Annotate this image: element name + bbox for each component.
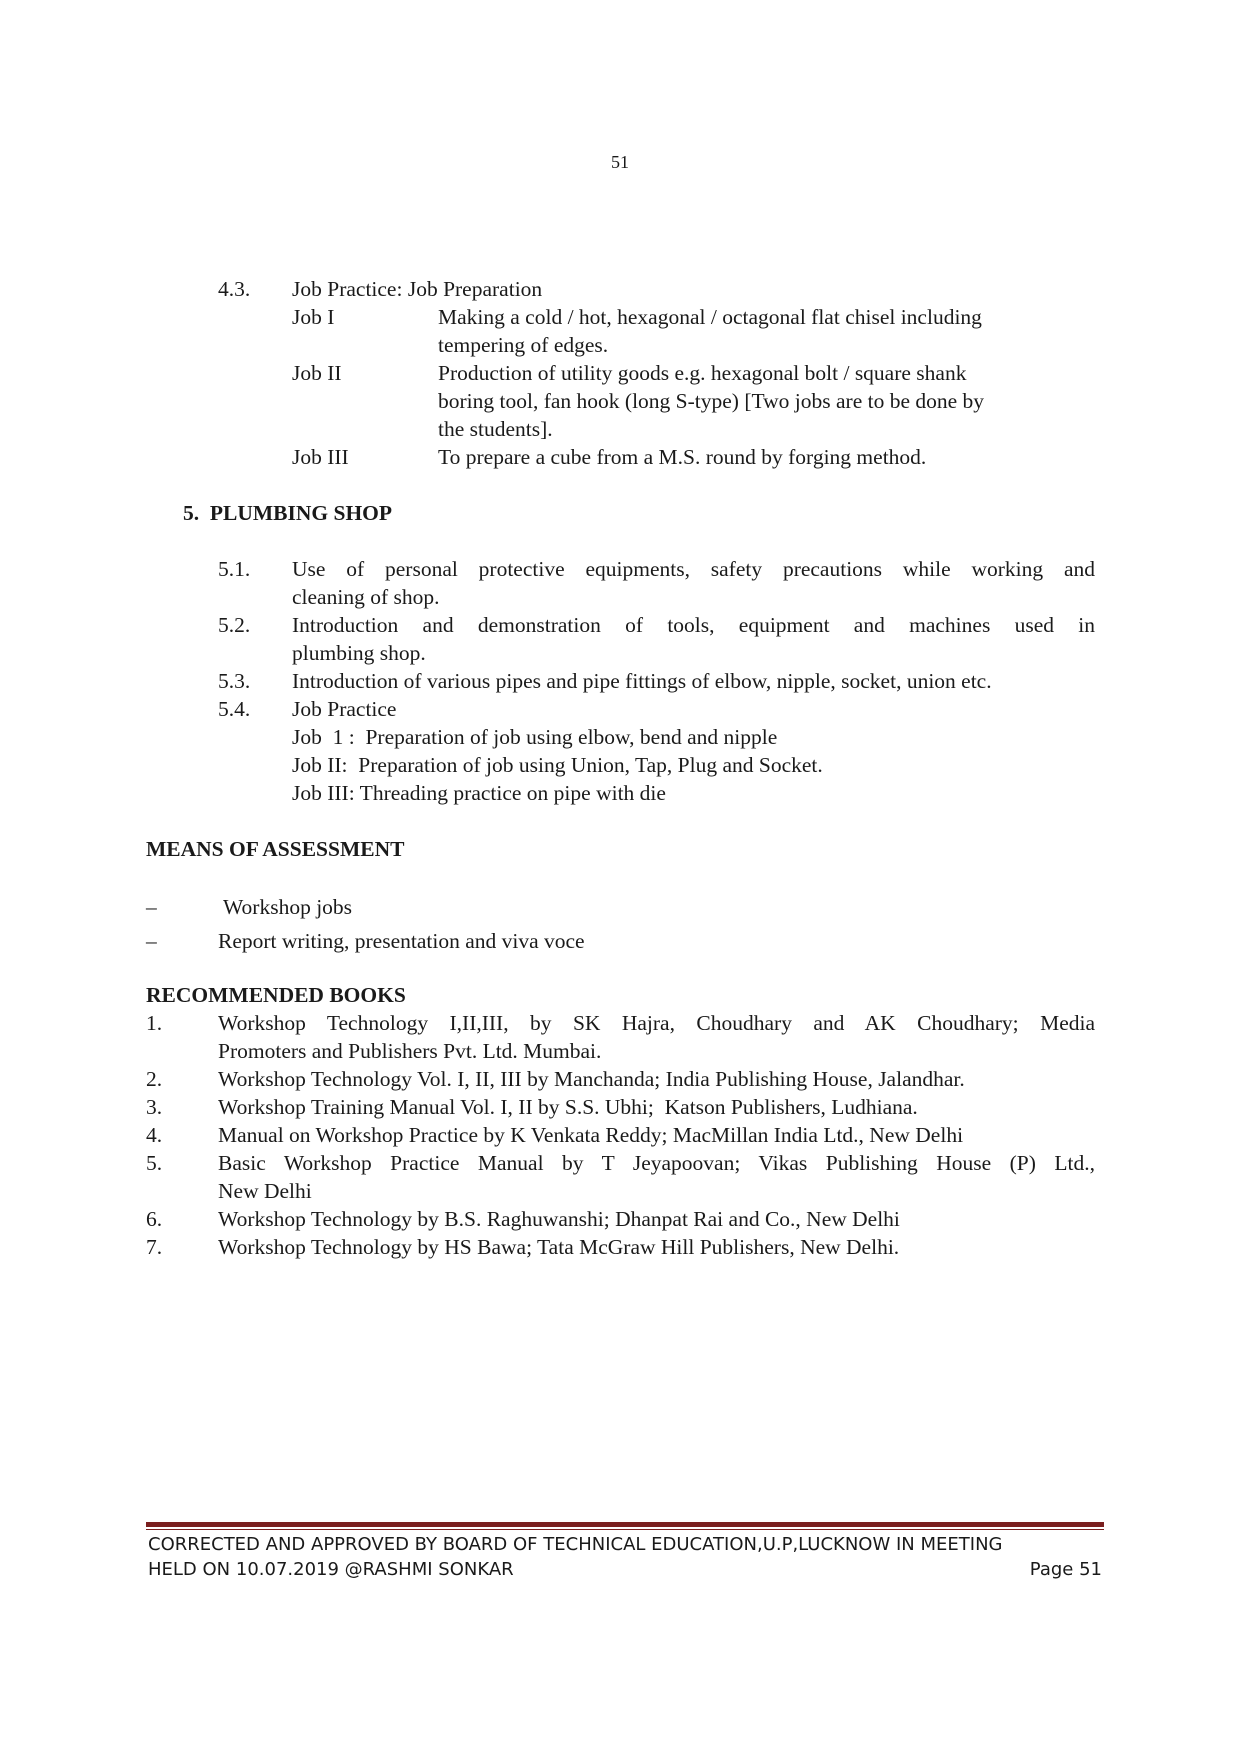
plumbing-item-number: 5.2. [218, 613, 251, 637]
job-practice-number: 4.3. [218, 277, 251, 301]
assessment-item: Report writing, presentation and viva voce [218, 929, 585, 953]
job-description-line: Production of utility goods e.g. hexagonal bolt / square shank [438, 361, 967, 385]
book-line: Workshop Technology Vol. I, II, III by Manchanda; India Publishing House, Jalandhar. [218, 1067, 965, 1091]
book-line: Workshop Technology by B.S. Raghuwanshi; Dhanpat Rai and Co., New Delhi [218, 1207, 900, 1231]
book-line: Workshop Training Manual Vol. I, II by S.S. Ubhi; Katson Publishers, Ludhiana. [218, 1095, 918, 1119]
footer-line: HELD ON 10.07.2019 @RASHMI SONKAR [148, 1559, 514, 1580]
job-label: Job II [292, 361, 342, 385]
page-number-top: 51 [611, 152, 629, 172]
book-number: 2. [146, 1067, 163, 1091]
book-number: 4. [146, 1123, 163, 1147]
book-number: 1. [146, 1011, 163, 1035]
plumbing-job: Job III: Threading practice on pipe with die [292, 781, 666, 805]
footer-divider-thin [146, 1529, 1104, 1530]
book-line: New Delhi [218, 1179, 312, 1203]
job-description-line: Making a cold / hot, hexagonal / octagonal flat chisel including [438, 305, 982, 329]
plumbing-heading: 5. PLUMBING SHOP [183, 501, 393, 525]
plumbing-item-number: 5.3. [218, 669, 251, 693]
footer-page-label: Page 51 [1029, 1559, 1102, 1580]
plumbing-job: Job 1 : Preparation of job using elbow, bend and nipple [292, 725, 778, 749]
plumbing-job: Job II: Preparation of job using Union, Tap, Plug and Socket. [292, 753, 823, 777]
book-line: Basic Workshop Practice Manual by T Jeyapoovan; Vikas Publishing House (P) Ltd., [218, 1151, 1095, 1175]
assessment-dash: – [146, 929, 157, 953]
book-number: 3. [146, 1095, 163, 1119]
plumbing-item-line: Use of personal protective equipments, safety precautions while working and [292, 557, 1095, 581]
assessment-item: Workshop jobs [218, 895, 353, 919]
footer-divider [146, 1522, 1104, 1527]
plumbing-item-line: plumbing shop. [292, 641, 426, 665]
plumbing-item-number: 5.4. [218, 697, 251, 721]
job-practice-title: Job Practice: Job Preparation [292, 277, 543, 301]
job-description-line: the students]. [438, 417, 553, 441]
job-label: Job III [292, 445, 349, 469]
books-heading: RECOMMENDED BOOKS [146, 983, 406, 1007]
book-line: Promoters and Publishers Pvt. Ltd. Mumbai. [218, 1039, 602, 1063]
book-line: Workshop Technology I,II,III, by SK Hajra, Choudhary and AK Choudhary; Media [218, 1011, 1095, 1035]
plumbing-item-number: 5.1. [218, 557, 251, 581]
job-description-line: To prepare a cube from a M.S. round by forging method. [438, 445, 927, 469]
job-description-line: boring tool, fan hook (long S-type) [Two jobs are to be done by [438, 389, 985, 413]
assessment-heading: MEANS OF ASSESSMENT [146, 837, 405, 861]
plumbing-item-line: Introduction and demonstration of tools, equipment and machines used in [292, 613, 1095, 637]
book-number: 7. [146, 1235, 163, 1259]
plumbing-item-line: Introduction of various pipes and pipe fittings of elbow, nipple, socket, union etc. [292, 669, 992, 693]
footer-line: CORRECTED AND APPROVED BY BOARD OF TECHNICAL EDUCATION,U.P,LUCKNOW IN MEETING [148, 1534, 1003, 1555]
book-number: 6. [146, 1207, 163, 1231]
book-number: 5. [146, 1151, 163, 1175]
job-label: Job I [292, 305, 335, 329]
plumbing-item-line: cleaning of shop. [292, 585, 440, 609]
plumbing-item-line: Job Practice [292, 697, 397, 721]
assessment-dash: – [146, 895, 157, 919]
book-line: Manual on Workshop Practice by K Venkata Reddy; MacMillan India Ltd., New Delhi [218, 1123, 964, 1147]
job-description-line: tempering of edges. [438, 333, 609, 357]
book-line: Workshop Technology by HS Bawa; Tata McGraw Hill Publishers, New Delhi. [218, 1235, 900, 1259]
